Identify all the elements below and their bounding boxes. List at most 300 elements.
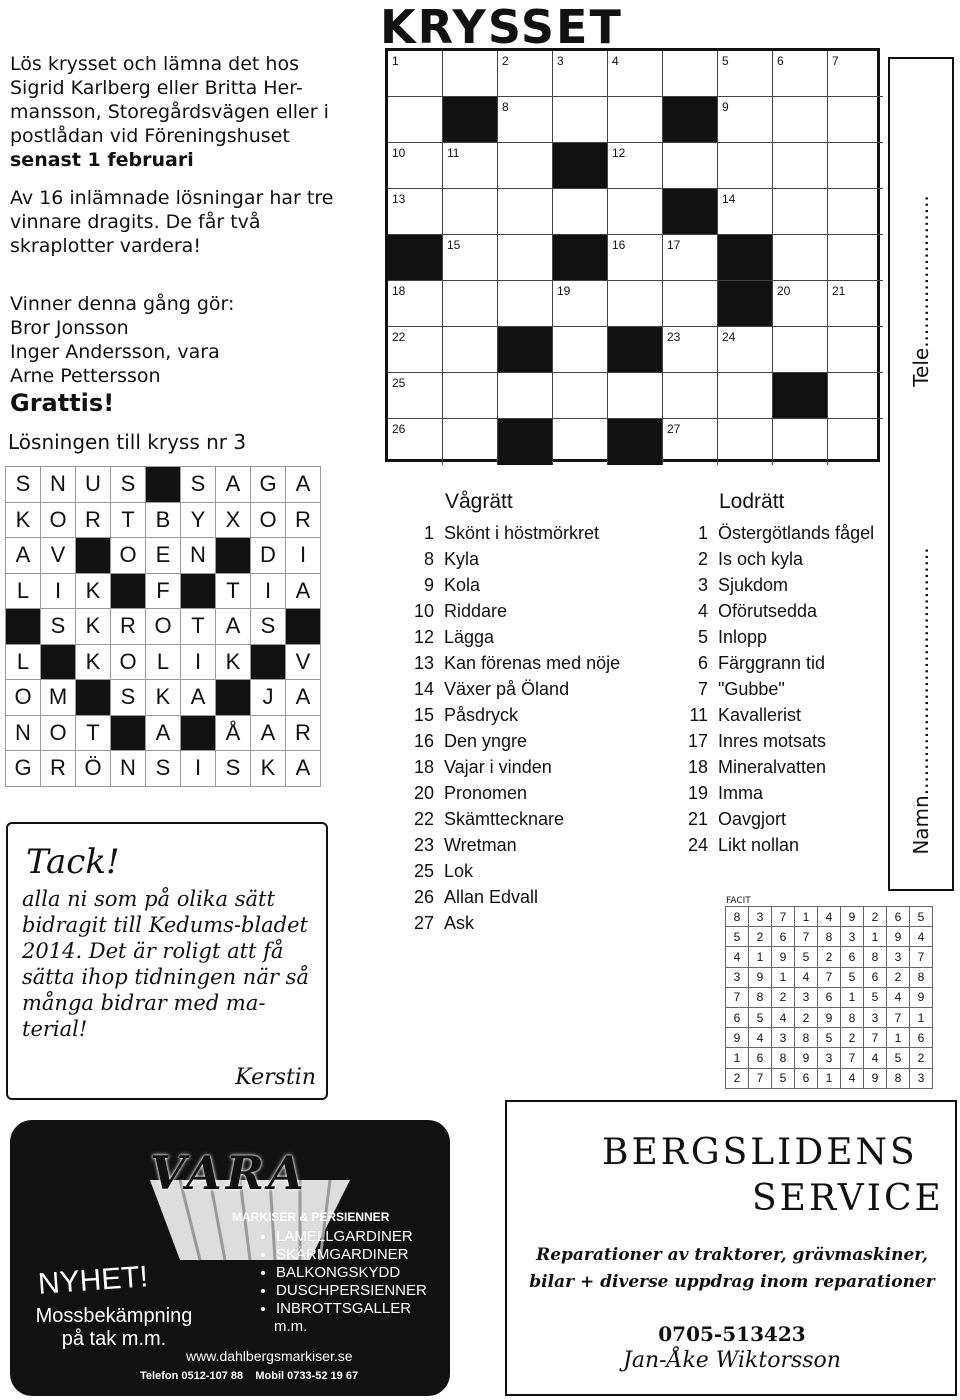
- crossword-cell[interactable]: [663, 143, 718, 189]
- facit-cell: 5: [726, 927, 749, 947]
- clue-num: 7: [697, 679, 708, 699]
- clue-number: 23: [667, 330, 681, 344]
- clue-text: Kan förenas med nöje: [444, 653, 621, 673]
- clue-number: 19: [557, 284, 571, 298]
- clue-row: [674, 624, 894, 650]
- clue-text: Kyla: [444, 549, 480, 569]
- crossword-cell[interactable]: [553, 189, 608, 235]
- clue-row: [400, 676, 690, 702]
- crossword-cell[interactable]: [388, 373, 443, 419]
- clue-row: [674, 572, 894, 598]
- solution-black-cell: [216, 538, 251, 574]
- crossword-cell[interactable]: [663, 419, 718, 465]
- bergsliden-phone: 0705-513423: [658, 1322, 806, 1346]
- clue-number: 18: [392, 284, 406, 298]
- solution-cell: A: [286, 573, 321, 609]
- solution-cell: G: [6, 751, 41, 787]
- solution-black-cell: [216, 680, 251, 716]
- clue-row: [400, 754, 690, 780]
- crossword-cell[interactable]: [773, 419, 828, 465]
- clue-row: [674, 780, 894, 806]
- clue-row: [400, 806, 690, 832]
- clue-number: 10: [392, 146, 406, 160]
- solution-cell: T: [76, 715, 111, 751]
- clue-number: 21: [832, 284, 846, 298]
- solution-cell: V: [41, 538, 76, 574]
- solution-cell: I: [181, 751, 216, 787]
- crossword-cell[interactable]: [553, 327, 608, 373]
- crossword-cell[interactable]: [828, 281, 883, 327]
- facit-cell: 9: [795, 1048, 818, 1068]
- solution-cell: Ö: [76, 751, 111, 787]
- solution-black-cell: [111, 573, 146, 609]
- facit-cell: 6: [749, 1048, 772, 1068]
- crossword-cell[interactable]: [718, 327, 773, 373]
- solution-black-cell: [6, 609, 41, 645]
- bergsliden-title-1: BERGSLIDENS: [602, 1132, 918, 1173]
- crossword-cell[interactable]: [718, 97, 773, 143]
- facit-cell: 2: [887, 967, 910, 987]
- clue-num: 27: [413, 913, 434, 933]
- clue-number: 12: [612, 146, 626, 160]
- solution-cell: L: [6, 573, 41, 609]
- solution-black-cell: [181, 715, 216, 751]
- facit-cell: 9: [887, 927, 910, 947]
- solution-cell: B: [146, 502, 181, 538]
- crossword-cell[interactable]: [773, 189, 828, 235]
- facit-cell: 3: [749, 907, 772, 927]
- solution-cell: A: [286, 680, 321, 716]
- facit-cell: 7: [818, 967, 841, 987]
- clue-text: Inres motsats: [718, 731, 827, 751]
- clue-row: [674, 676, 894, 702]
- crossword-cell[interactable]: [388, 281, 443, 327]
- clue-num: 18: [687, 757, 708, 777]
- crossword-cell[interactable]: [553, 281, 608, 327]
- clue-row: [400, 884, 690, 910]
- solution-cell: K: [76, 609, 111, 645]
- crossword-cell[interactable]: [443, 281, 498, 327]
- clue-num: 25: [413, 861, 434, 881]
- facit-cell: 1: [749, 947, 772, 967]
- clue-text: Oavgjort: [718, 809, 787, 829]
- clue-number: 3: [557, 54, 564, 68]
- facit-cell: 8: [841, 1007, 864, 1027]
- intro-text: [10, 52, 350, 272]
- crossword-cell[interactable]: [773, 235, 828, 281]
- facit-cell: 5: [864, 987, 887, 1007]
- vara-brand: VARA: [150, 1146, 308, 1200]
- facit-cell: 6: [772, 927, 795, 947]
- nyhet: NYHET!: [36, 1260, 149, 1301]
- crossword-cell[interactable]: [498, 189, 553, 235]
- crossword-cell[interactable]: [663, 51, 718, 97]
- clue-text: Växer på Öland: [444, 679, 570, 699]
- clue-row: [674, 650, 894, 676]
- clue-num: 19: [687, 783, 708, 803]
- clue-row: [400, 780, 690, 806]
- clues-across: [400, 490, 690, 936]
- crossword-black-cell: [553, 235, 608, 281]
- crossword-cell[interactable]: [828, 235, 883, 281]
- clue-row: [400, 650, 690, 676]
- facit-cell: 9: [818, 1007, 841, 1027]
- crossword-cell[interactable]: [498, 373, 553, 419]
- clue-num: 24: [687, 835, 708, 855]
- crossword-cell[interactable]: [388, 97, 443, 143]
- facit-cell: 3: [841, 927, 864, 947]
- vara-ad: [10, 1120, 450, 1396]
- facit-label: FACIT: [726, 896, 751, 906]
- clue-num: 21: [687, 809, 708, 829]
- solution-cell: K: [76, 644, 111, 680]
- clue-text: Pronomen: [444, 783, 528, 803]
- clue-number: 13: [392, 192, 406, 206]
- solution-black-cell: [146, 467, 181, 503]
- clue-text: Lok: [444, 861, 474, 881]
- clues-down: [674, 490, 894, 858]
- clue-text: Likt nollan: [718, 835, 800, 855]
- crossword-cell[interactable]: [498, 51, 553, 97]
- solution-cell: A: [146, 715, 181, 751]
- crossword-cell[interactable]: [388, 143, 443, 189]
- solution-cell: S: [181, 467, 216, 503]
- clue-num: 18: [413, 757, 434, 777]
- vara-web[interactable]: www.dahlbergsmarkiser.se: [186, 1348, 353, 1364]
- facit-cell: 1: [818, 1068, 841, 1088]
- moss-text: [24, 1305, 204, 1351]
- solution-cell: O: [146, 609, 181, 645]
- crossword-cell[interactable]: [828, 189, 883, 235]
- bergsliden-name: Jan-Åke Wiktorsson: [623, 1348, 841, 1373]
- thanks-heading: Tack!: [26, 842, 120, 882]
- crossword-cell[interactable]: [828, 51, 883, 97]
- crossword-grid: [385, 48, 880, 462]
- facit-cell: 1: [910, 1007, 933, 1027]
- crossword-black-cell: [498, 419, 553, 465]
- crossword-black-cell: [718, 281, 773, 327]
- crossword-cell[interactable]: [443, 419, 498, 465]
- facit-cell: 9: [749, 967, 772, 987]
- solution-cell: I: [181, 644, 216, 680]
- facit-cell: 8: [772, 1048, 795, 1068]
- crossword-cell[interactable]: [553, 419, 608, 465]
- crossword-cell[interactable]: [388, 51, 443, 97]
- facit-cell: 2: [818, 947, 841, 967]
- clue-num: 1: [423, 523, 434, 543]
- name-form: [888, 57, 954, 891]
- crossword-cell[interactable]: [608, 143, 663, 189]
- solution-black-cell: [111, 715, 146, 751]
- solution-cell: A: [216, 467, 251, 503]
- clue-row: [674, 806, 894, 832]
- clue-row: [674, 728, 894, 754]
- crossword-cell[interactable]: [443, 327, 498, 373]
- crossword-cell[interactable]: [498, 235, 553, 281]
- crossword-black-cell: [773, 373, 828, 419]
- result-text: Av 16 inlämnade lösningar har tre vinnare dragits. De får två skraplotter vardera!: [10, 187, 334, 257]
- crossword-cell[interactable]: [773, 143, 828, 189]
- clue-text: Inlopp: [718, 627, 768, 647]
- clue-text: Påsdryck: [444, 705, 519, 725]
- solution-cell: Y: [181, 502, 216, 538]
- facit-cell: 4: [795, 967, 818, 987]
- clue-text: Mineralvatten: [718, 757, 827, 777]
- clue-num: 12: [413, 627, 434, 647]
- crossword-cell[interactable]: [443, 143, 498, 189]
- solution-cell: O: [111, 538, 146, 574]
- solution-cell: K: [251, 751, 286, 787]
- clue-row: [674, 598, 894, 624]
- facit-cell: 3: [864, 1007, 887, 1027]
- crossword-black-cell: [608, 327, 663, 373]
- crossword-cell[interactable]: [443, 189, 498, 235]
- solution-cell: A: [286, 467, 321, 503]
- facit-cell: 7: [795, 927, 818, 947]
- crossword-cell[interactable]: [828, 97, 883, 143]
- down-heading: Lodrätt: [719, 490, 785, 513]
- crossword-cell[interactable]: [773, 281, 828, 327]
- crossword-cell[interactable]: [388, 327, 443, 373]
- facit-cell: 4: [749, 1028, 772, 1048]
- solution-cell: O: [251, 502, 286, 538]
- clue-row: [400, 702, 690, 728]
- clue-num: 26: [413, 887, 434, 907]
- facit-cell: 6: [910, 1028, 933, 1048]
- clue-text: Vajar i vinden: [444, 757, 552, 777]
- clue-row: [400, 910, 690, 936]
- clue-text: Riddare: [444, 601, 508, 621]
- facit-cell: 8: [795, 1028, 818, 1048]
- name-field[interactable]: Namn.......................................: [909, 547, 933, 855]
- crossword-cell[interactable]: [718, 51, 773, 97]
- product-item: • SKÄRMGARDINER: [276, 1246, 427, 1264]
- facit-cell: 7: [841, 1048, 864, 1068]
- vara-sub: MARKISER & PERSIENNER: [232, 1210, 390, 1224]
- crossword-cell[interactable]: [773, 327, 828, 373]
- solution-cell: R: [286, 502, 321, 538]
- crossword-cell[interactable]: [443, 235, 498, 281]
- facit-cell: 2: [910, 1048, 933, 1068]
- crossword-black-cell: [553, 143, 608, 189]
- facit-cell: 2: [772, 987, 795, 1007]
- crossword-cell[interactable]: [663, 235, 718, 281]
- clue-number: 17: [667, 238, 681, 252]
- winner-3: Arne Pettersson: [10, 365, 161, 387]
- facit-cell: 6: [818, 987, 841, 1007]
- facit-cell: 7: [726, 987, 749, 1007]
- solution-cell: A: [181, 680, 216, 716]
- solution-cell: I: [251, 573, 286, 609]
- crossword-cell[interactable]: [608, 189, 663, 235]
- facit-cell: 5: [910, 907, 933, 927]
- facit-cell: 7: [910, 947, 933, 967]
- facit-grid: [725, 906, 933, 1089]
- clue-text: Oförutsedda: [718, 601, 818, 621]
- deadline: senast 1 februari: [10, 149, 194, 171]
- clue-num: 9: [423, 575, 434, 595]
- vara-phones: Telefon 0512-107 88 Mobil 0733-52 19 67: [140, 1370, 359, 1382]
- solution-cell: G: [251, 467, 286, 503]
- clue-num: 11: [689, 705, 708, 725]
- solution-cell: S: [111, 680, 146, 716]
- solution-cell: L: [6, 644, 41, 680]
- crossword-cell[interactable]: [608, 51, 663, 97]
- facit-cell: 9: [772, 947, 795, 967]
- solution-cell: R: [76, 502, 111, 538]
- solution-cell: M: [41, 680, 76, 716]
- crossword-cell[interactable]: [608, 373, 663, 419]
- facit-cell: 4: [887, 987, 910, 1007]
- solution-cell: R: [111, 609, 146, 645]
- facit-cell: 7: [772, 907, 795, 927]
- facit-cell: 4: [841, 1068, 864, 1088]
- facit-cell: 6: [726, 1007, 749, 1027]
- solution-cell: K: [216, 644, 251, 680]
- crossword-cell[interactable]: [718, 189, 773, 235]
- crossword-cell[interactable]: [553, 373, 608, 419]
- solution-black-cell: [181, 573, 216, 609]
- solution-black-cell: [41, 644, 76, 680]
- clue-number: 5: [722, 54, 729, 68]
- crossword-cell[interactable]: [553, 51, 608, 97]
- facit-cell: 5: [795, 947, 818, 967]
- clue-row: [400, 728, 690, 754]
- facit-cell: 2: [864, 907, 887, 927]
- clue-number: 7: [832, 54, 839, 68]
- clue-row: [400, 598, 690, 624]
- winner-1: Bror Jonsson: [10, 317, 129, 339]
- clue-row: [400, 624, 690, 650]
- crossword-black-cell: [443, 97, 498, 143]
- crossword-cell[interactable]: [443, 373, 498, 419]
- clue-row: [674, 702, 894, 728]
- solution-cell: K: [6, 502, 41, 538]
- product-item: • DUSCHPERSIENNER: [276, 1282, 427, 1300]
- crossword-cell[interactable]: [663, 281, 718, 327]
- crossword-cell[interactable]: [718, 143, 773, 189]
- crossword-cell[interactable]: [773, 97, 828, 143]
- crossword-cell[interactable]: [718, 419, 773, 465]
- facit-cell: 8: [864, 947, 887, 967]
- crossword-cell[interactable]: [828, 143, 883, 189]
- crossword-cell[interactable]: [773, 51, 828, 97]
- solution-cell: R: [41, 751, 76, 787]
- facit-cell: 3: [772, 1028, 795, 1048]
- solution-cell: N: [181, 538, 216, 574]
- facit-cell: 3: [910, 1068, 933, 1088]
- crossword-cell[interactable]: [663, 373, 718, 419]
- crossword-cell[interactable]: [498, 281, 553, 327]
- clue-number: 26: [392, 422, 406, 436]
- facit-cell: 2: [726, 1068, 749, 1088]
- product-mm: m.m.: [274, 1318, 308, 1335]
- solution-cell: O: [6, 680, 41, 716]
- solution-cell: R: [286, 715, 321, 751]
- clue-number: 24: [722, 330, 736, 344]
- crossword-cell[interactable]: [443, 51, 498, 97]
- solution-cell: N: [41, 467, 76, 503]
- facit-cell: 1: [772, 967, 795, 987]
- vara-product-list: [264, 1228, 427, 1336]
- crossword-cell[interactable]: [608, 281, 663, 327]
- moss-line-2: på tak m.m.: [61, 1328, 167, 1350]
- facit-cell: 7: [887, 1007, 910, 1027]
- clue-num: 22: [413, 809, 434, 829]
- winner-2: Inger Andersson, vara: [10, 341, 220, 363]
- clue-number: 27: [667, 422, 681, 436]
- solution-cell: X: [216, 502, 251, 538]
- tele-field[interactable]: Tele........................: [909, 195, 933, 387]
- clue-text: Kavallerist: [718, 705, 802, 725]
- bergsliden-desc: Reparationer av traktorer, grävmaskiner, bilar + diverse uppdrag inom reparationer: [529, 1245, 935, 1292]
- facit-cell: 7: [864, 1028, 887, 1048]
- crossword-cell[interactable]: [663, 327, 718, 373]
- crossword-cell[interactable]: [828, 373, 883, 419]
- facit-cell: 5: [841, 967, 864, 987]
- clue-text: Skönt i höstmörkret: [444, 523, 600, 543]
- facit-cell: 8: [910, 967, 933, 987]
- facit-cell: 6: [795, 1068, 818, 1088]
- facit-cell: 5: [818, 1028, 841, 1048]
- clue-number: 2: [502, 54, 509, 68]
- clue-row: [400, 546, 690, 572]
- crossword-cell[interactable]: [388, 189, 443, 235]
- crossword-cell[interactable]: [553, 97, 608, 143]
- facit-cell: 4: [910, 927, 933, 947]
- solution-black-cell: [286, 609, 321, 645]
- facit-cell: 5: [772, 1068, 795, 1088]
- moss-line-1: Mossbekämpning: [35, 1305, 193, 1327]
- facit-cell: 6: [887, 907, 910, 927]
- clue-text: Lägga: [444, 627, 495, 647]
- crossword-cell[interactable]: [828, 327, 883, 373]
- crossword-cell[interactable]: [388, 419, 443, 465]
- clue-text: Wretman: [444, 835, 517, 855]
- crossword-cell[interactable]: [828, 419, 883, 465]
- solution-cell: T: [216, 573, 251, 609]
- crossword-cell[interactable]: [608, 97, 663, 143]
- thanks-box: [6, 822, 328, 1100]
- facit-cell: 2: [795, 1007, 818, 1027]
- clue-text: Sjukdom: [718, 575, 789, 595]
- facit-cell: 1: [726, 1048, 749, 1068]
- crossword-cell[interactable]: [608, 235, 663, 281]
- clue-num: 20: [413, 783, 434, 803]
- crossword-cell[interactable]: [498, 97, 553, 143]
- crossword-black-cell: [718, 235, 773, 281]
- clue-number: 4: [612, 54, 619, 68]
- thanks-body: alla ni som på olika sätt bidragit till Kedums-bladet 2014. Det är roligt att få sätta ihop tidningen när så många bidrar med ma-terial!: [22, 887, 309, 1041]
- clue-num: 17: [687, 731, 708, 751]
- solution-cell: A: [216, 609, 251, 645]
- solution-cell: N: [111, 751, 146, 787]
- solution-cell: U: [76, 467, 111, 503]
- clue-row: [400, 572, 690, 598]
- winners: [10, 292, 350, 418]
- solution-cell: Å: [216, 715, 251, 751]
- crossword-cell[interactable]: [498, 143, 553, 189]
- solution-cell: L: [146, 644, 181, 680]
- facit-cell: 9: [910, 987, 933, 1007]
- crossword-cell[interactable]: [718, 373, 773, 419]
- solution-cell: I: [41, 573, 76, 609]
- facit-cell: 3: [887, 947, 910, 967]
- clue-row: [674, 546, 894, 572]
- solution-title: Lösningen till kryss nr 3: [8, 430, 247, 454]
- clue-num: 2: [697, 549, 708, 569]
- solution-cell: O: [41, 502, 76, 538]
